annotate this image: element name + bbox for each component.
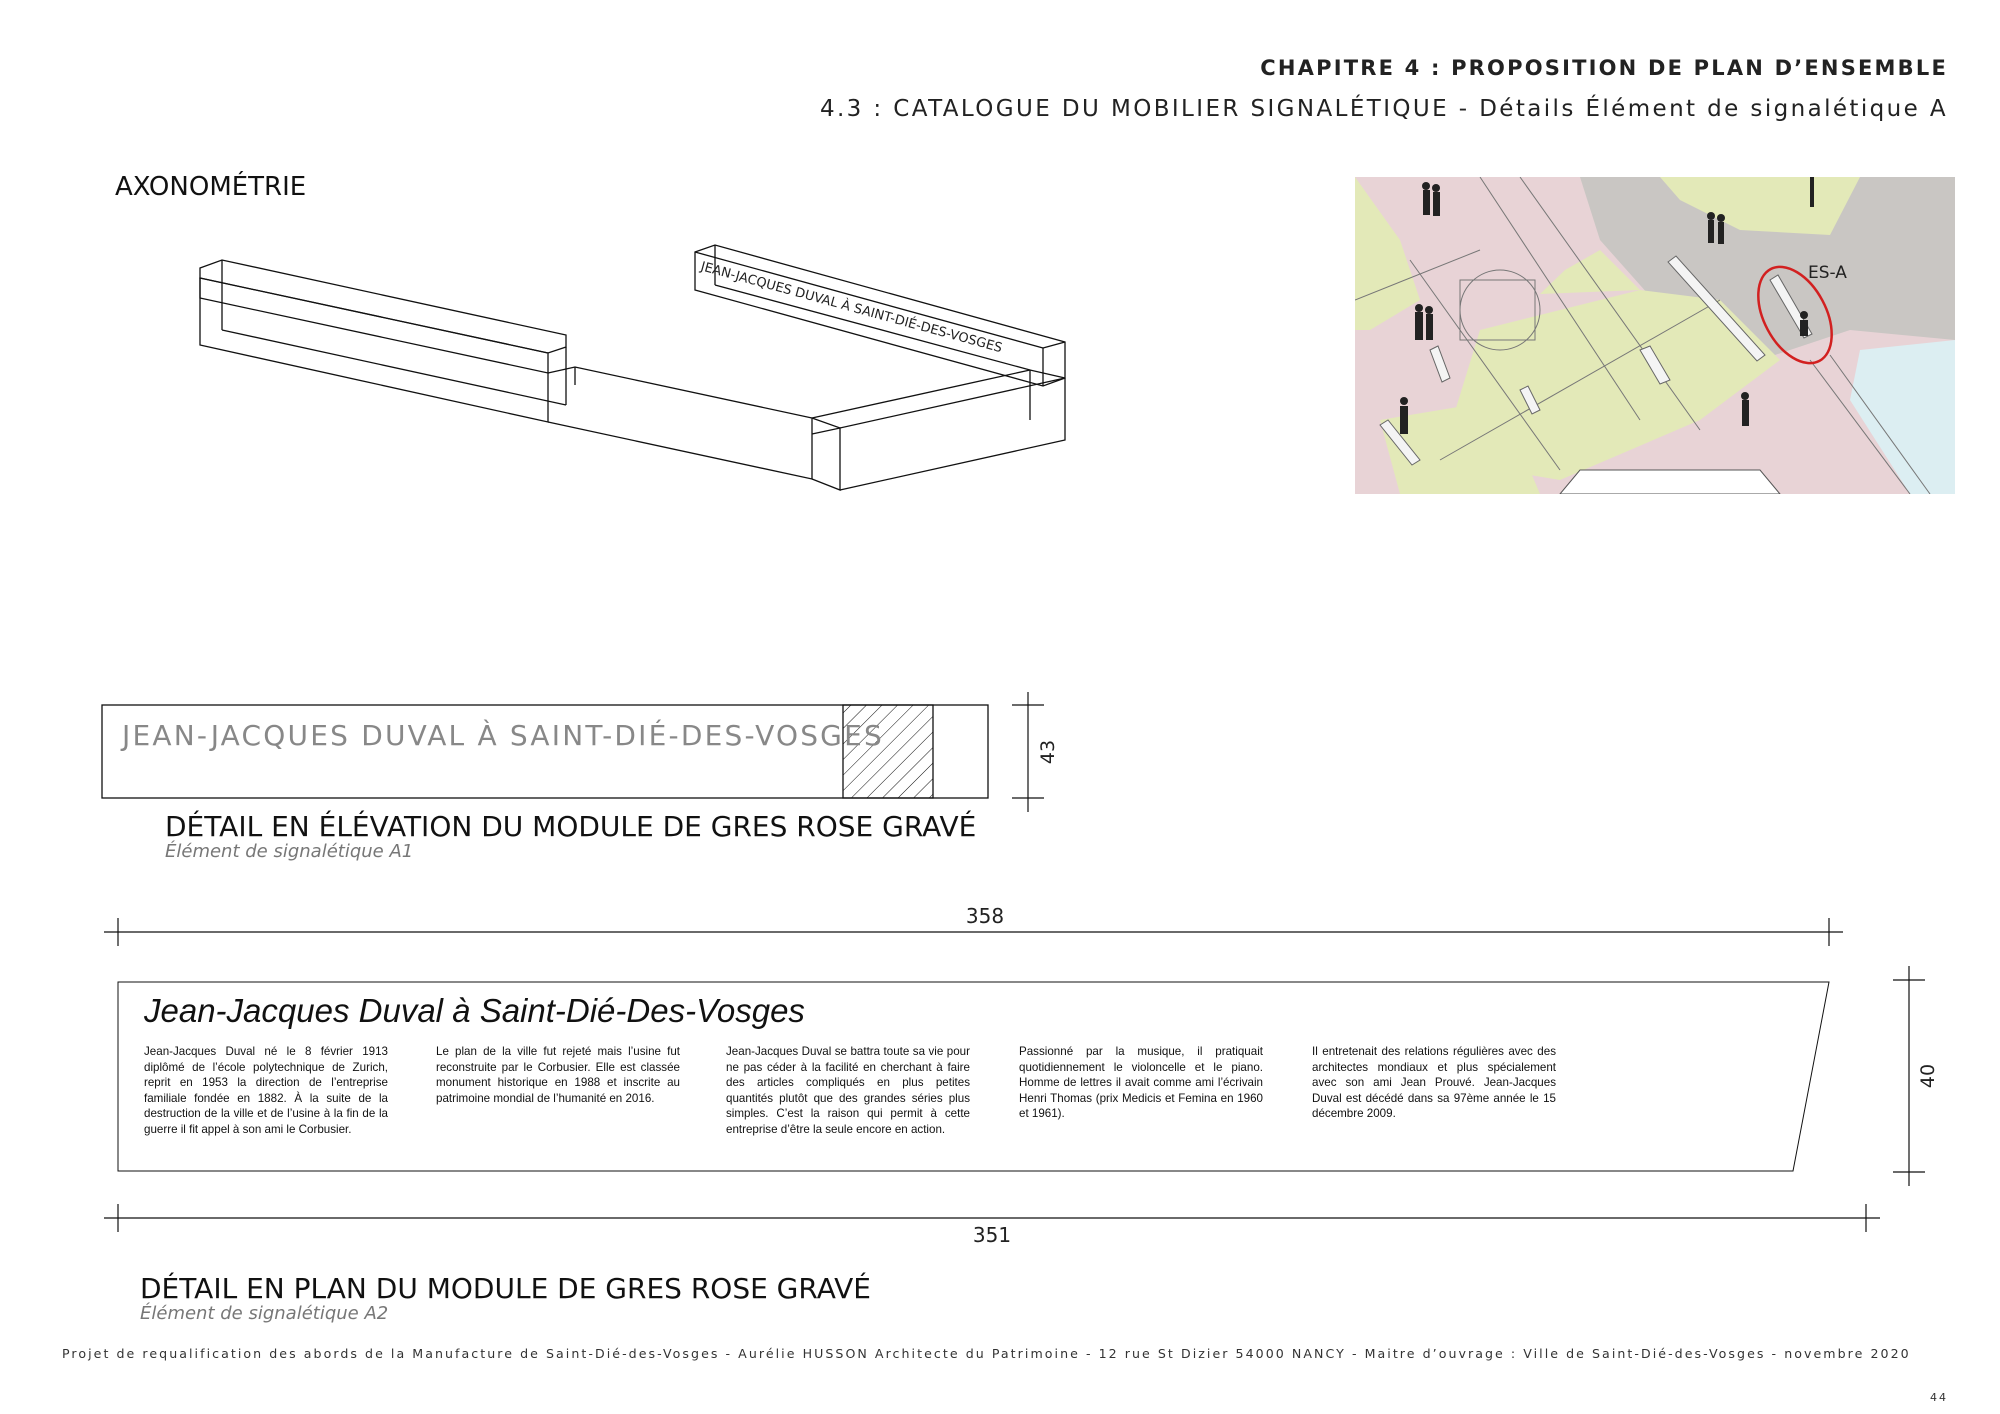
section-title: 4.3 : CATALOGUE DU MOBILIER SIGNALÉTIQUE - Détails Élément de signalétique A	[819, 96, 1948, 122]
plan-bottom-dim: 351	[972, 1223, 1012, 1247]
elevation-caption: DÉTAIL EN ÉLÉVATION DU MODULE DE GRES ROSE GRAVÉ	[165, 810, 977, 843]
plan-column-5: Il entretenait des relations régulières avec des architectes mondiaux et plus spécialement avec son ami Jean Prouvé. Jean-Jacques Duval est décédé dans sa 97ème année le 15 décembre 2009.	[1312, 1045, 1556, 1120]
plan-column-2: Le plan de la ville fut rejeté mais l’usine fut reconstruite par le Corbusier. Elle est classée monument historique en 1988 et inscrite au patrimoine mondial de l’humanité en 2016.	[436, 1045, 680, 1105]
axonometry-engraving: JEAN-JACQUES DUVAL À SAINT-DIÉ-DES-VOSGES	[698, 259, 1004, 357]
plan-column-1: Jean-Jacques Duval né le 8 février 1913 diplômé de l’école polytechnique de Zurich, reprit en 1953 la direction de l’entreprise familiale fondée en 1882. À la suite de la destruction de la ville et de l’usine à la fin de la guerre il fit appel à son ami le Corbusier.	[144, 1045, 388, 1136]
plan-column-3: Jean-Jacques Duval se battra toute sa vie pour ne pas céder à la facilité en cherchant à faire des articles compliqués en plus petites quantités plutôt que des grandes séries plus simples. C’est la raison qui permit à cette entreprise d’être la seule encore en action.	[726, 1045, 970, 1136]
plan-caption: DÉTAIL EN PLAN DU MODULE DE GRES ROSE GRAVÉ	[140, 1272, 871, 1305]
plan-subcaption: Élément de signalétique A2	[140, 1303, 389, 1324]
es-a-label: ES-A	[1808, 263, 1847, 283]
elevation-engraving: JEAN-JACQUES DUVAL À SAINT-DIÉ-DES-VOSGES	[122, 719, 884, 752]
plan-panel-title: Jean-Jacques Duval à Saint-Dié-Des-Vosges	[144, 992, 805, 1029]
plan-column-4: Passionné par la musique, il pratiquait quotidiennement le violoncelle et le piano. Homme de lettres il avait comme ami l’écrivain Henri Thomas (prix Medicis et Femina en 1960 et 1961).	[1019, 1045, 1263, 1120]
plan-top-dim: 358	[965, 904, 1005, 928]
footer-text: Projet de requalification des abords de la Manufacture de Saint-Dié-des-Vosges - Aurélie HUSSON Architecte du Patrimoine - 12 rue St Dizier 54000 NANCY - Maitre d’ouvrage : Ville de Saint-Dié-des-Vosges - novembre 2020	[62, 1346, 1911, 1361]
plan-side-dim: 40	[1917, 1063, 1939, 1089]
elevation-subcaption: Élément de signalétique A1	[165, 841, 414, 862]
page-number: 44	[1930, 1391, 1948, 1404]
chapter-title: CHAPITRE 4 : PROPOSITION DE PLAN D’ENSEMBLE	[1260, 56, 1948, 80]
elevation-height-dim: 43	[1037, 739, 1059, 765]
axonometry-label: AXONOMÉTRIE	[115, 172, 307, 202]
